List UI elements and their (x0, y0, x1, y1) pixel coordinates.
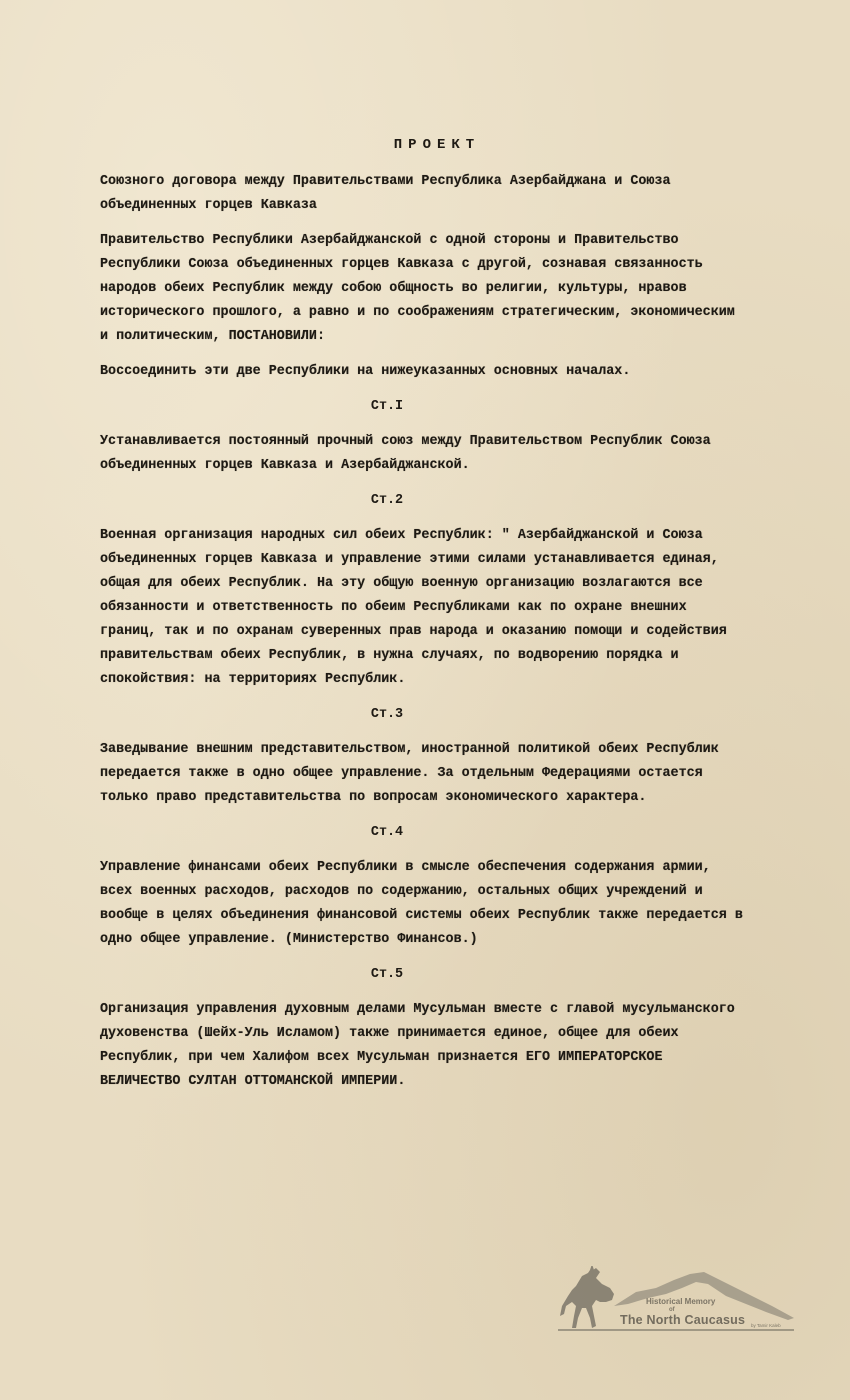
preamble-paragraph: Правительство Республики Азербайджанской с одной стороны и Правительство Республики Союза объединенных горцев Кавказа с другой, сознавая связанность народов обеих Республик между собою общность во религии, культуры, нравов исторического прошлого, а равно и по соображениям стратегическим, экономическим и политическим, ПОСТАНОВИЛИ: (100, 233, 735, 344)
article-1-heading: Ст.I (370, 399, 404, 414)
article-3-text: Заведывание внешним представительством, иностранной политикой обеих Республик передается также в одно общее управление. За отдельным Федерациями остается только право представительства по вопросам экономического характера. (100, 742, 719, 805)
document-page (100, 134, 750, 1105)
article-4-text: Управление финансами обеих Республики в смысле обеспечения содержания армии, всех военных расходов, расходов по содержанию, остальных общих учреждений и вообще в целях объединения финансовой системы обеих Республик также передается в одно общее управление. (Министерство Финансов.) (100, 860, 743, 947)
article-4-heading: Ст.4 (370, 825, 404, 840)
watermark-line4: by Tamir Kaleb (751, 1323, 781, 1328)
watermark-line3: The North Caucasus (620, 1313, 746, 1327)
article-2-heading: Ст.2 (370, 493, 404, 508)
document-subtitle: Союзного договора между Правительствами Республика Азербайджана и Союза объединенных горцев Кавказа (100, 174, 671, 213)
resolution-paragraph: Воссоединить эти две Республики на нижеуказанных основных началах. (100, 364, 631, 379)
watermark-line1: Historical Memory (646, 1297, 716, 1306)
article-5-heading: Ст.5 (370, 967, 404, 982)
document-title: ПРОЕКТ (393, 137, 481, 153)
watermark-line2: of (669, 1307, 675, 1313)
article-1-text: Устанавливается постоянный прочный союз между Правительством Республик Союза объединенных горцев Кавказа и Азербайджанской. (100, 434, 711, 473)
article-2-text: Военная организация народных сил обеих Республик: " Азербайджанской и Союза объединенных горцев Кавказа и управление этими силами устанавливается единая, общая для обеих Республик. На эту общую военную организацию возлагаются все обязанности и ответственность по обеим Республиками как по охране внешних границ, так и по охранам суверенных прав народа и оказанию помощи и содействия правительствам обеих Республик, в нужна случаях, по водворению порядка и спокойствия: на территориях Республик. (100, 528, 727, 687)
article-3-heading: Ст.3 (370, 707, 404, 722)
watermark-logo (556, 1266, 800, 1336)
article-5-text: Организация управления духовным делами Мусульман вместе с главой мусульманского духовенства (Шейх-Уль Исламом) также принимается единое, общее для обеих Республик, при чем Халифом всех Мусульман признается ЕГО ИМПЕРАТОРСКОЕ ВЕЛИЧЕСТВО СУЛТАН ОТТОМАНСКОЙ ИМПЕРИИ. (100, 1002, 735, 1089)
